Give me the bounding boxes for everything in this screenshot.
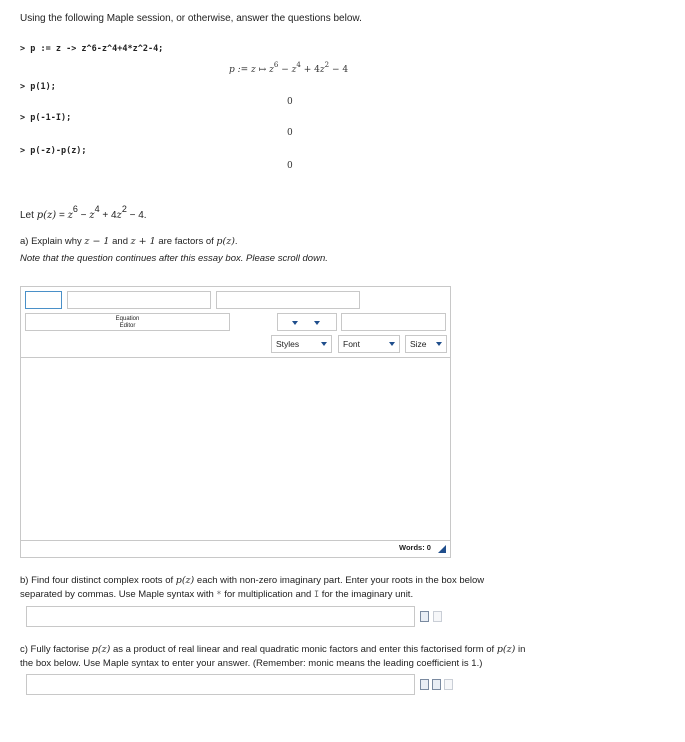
toolbar-field[interactable]: [341, 313, 446, 331]
equation-editor-button[interactable]: Equation Editor: [25, 313, 230, 331]
help-icon[interactable]: [433, 611, 442, 622]
question-c: c) Fully factorise p(z) as a product of real linear and real quadratic monic factors and enter this factorised form of p(z) in the box below. Use Maple syntax to enter your answer. (Remember: monic means the leading coefficient is 1.): [20, 644, 526, 669]
essay-editor: [20, 286, 451, 558]
chevron-down-icon: [436, 342, 442, 346]
question-a: a) Explain why z − 1 and z + 1 are factors of p(z).: [20, 236, 238, 247]
maple-input-line: > p(-1-I);: [20, 113, 72, 123]
toolbar-dropdowns[interactable]: [277, 313, 337, 331]
maple-input-line: > p(-z)-p(z);: [20, 146, 87, 156]
maple-output-value: 0: [287, 128, 293, 138]
toolbar-field[interactable]: [25, 291, 62, 309]
maple-output-value: 0: [287, 161, 293, 171]
chevron-down-icon: [314, 321, 320, 325]
maple-output-value: 0: [287, 97, 293, 107]
styles-dropdown[interactable]: Styles: [271, 335, 332, 353]
polynomial-definition: Let p(z) = z6 − z4 + 4z2 − 4.: [20, 204, 147, 221]
scroll-note: Note that the question continues after this essay box. Please scroll down.: [20, 253, 328, 264]
preview-icon[interactable]: [420, 679, 429, 690]
help-icon[interactable]: [444, 679, 453, 690]
toolbar-field[interactable]: [216, 291, 360, 309]
intro-text: Using the following Maple session, or otherwise, answer the questions below.: [20, 13, 362, 24]
question-b: b) Find four distinct complex roots of p(z) each with non-zero imaginary part. Enter your roots in the box below separated by commas. Use Maple syntax with * for multiplication and I for the imaginary unit.: [20, 575, 485, 600]
roots-answer-input[interactable]: [26, 606, 415, 627]
size-dropdown[interactable]: Size: [405, 335, 447, 353]
resize-handle-icon[interactable]: [438, 545, 446, 553]
essay-text-area[interactable]: [21, 357, 450, 541]
word-count: Words: 0: [399, 543, 431, 552]
maple-output-definition: p := z ↦ $z^6 - z^4 + 4z^2 - 4$: [229, 61, 349, 75]
toolbar-field[interactable]: [67, 291, 211, 309]
factorisation-answer-input[interactable]: [26, 674, 415, 695]
maple-input-line: > p(1);: [20, 82, 56, 92]
chevron-down-icon: [389, 342, 395, 346]
maple-input-line: > p := z -> z^6-z^4+4*z^2-4;: [20, 44, 164, 54]
preview-icon[interactable]: [420, 611, 429, 622]
chevron-down-icon: [292, 321, 298, 325]
preview-icon[interactable]: [432, 679, 441, 690]
font-dropdown[interactable]: Font: [338, 335, 400, 353]
chevron-down-icon: [321, 342, 327, 346]
